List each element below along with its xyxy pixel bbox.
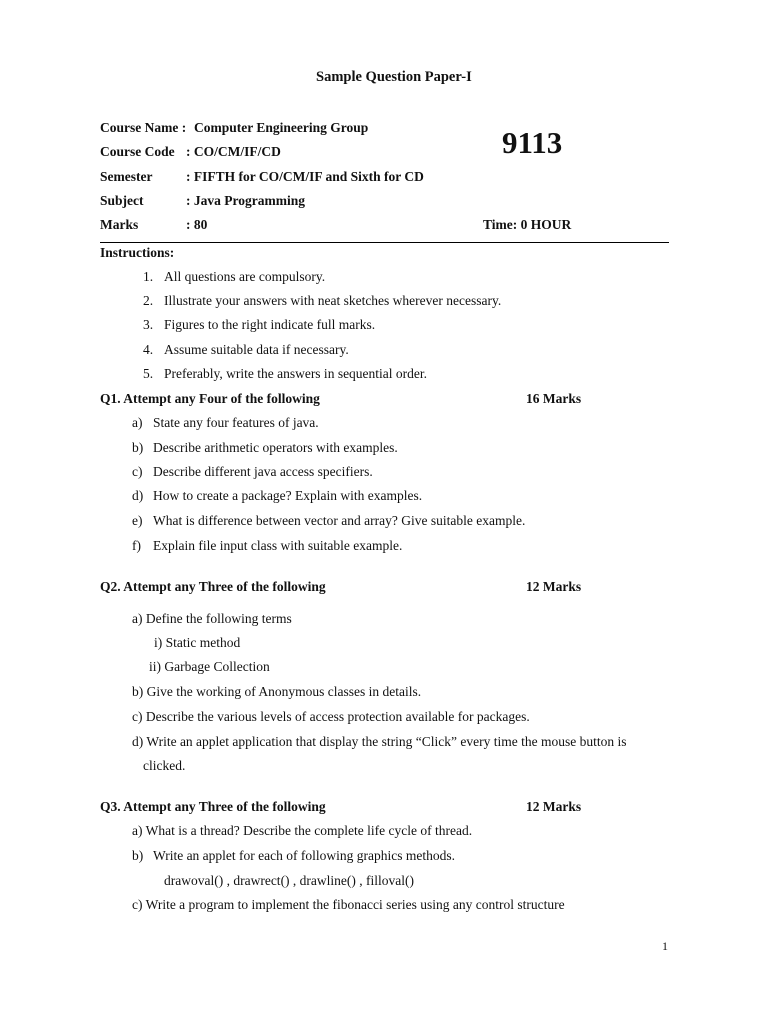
- q2-heading: Q2. Attempt any Three of the following: [100, 579, 326, 594]
- q2-item-d: d) Write an applet application that display the string “Click” every time the mouse button is: [132, 734, 627, 749]
- q1-item-text: State any four features of java.: [153, 415, 319, 430]
- page-number: 1: [662, 939, 668, 953]
- marks-label: Marks: [100, 217, 139, 232]
- instruction-num: 4.: [143, 342, 154, 357]
- q2-item-a-ii: ii) Garbage Collection: [149, 659, 270, 674]
- course-name-label: Course Name :: [100, 120, 187, 135]
- q2-item-b: b) Give the working of Anonymous classes in details.: [132, 684, 422, 699]
- q3-marks: 12 Marks: [526, 799, 582, 814]
- header-divider: [100, 242, 669, 243]
- instruction-num: 1.: [143, 269, 154, 284]
- q2-item-d-continued: clicked.: [143, 758, 186, 773]
- q1-item-text: Explain file input class with suitable example.: [153, 538, 403, 553]
- subject-value: : Java Programming: [186, 193, 305, 208]
- semester-value: : FIFTH for CO/CM/IF and Sixth for CD: [186, 169, 424, 184]
- q1-item-text: Describe arithmetic operators with examples.: [153, 440, 398, 455]
- instruction-num: 3.: [143, 317, 154, 332]
- q2-item-a: a) Define the following terms: [132, 611, 292, 626]
- subject-label: Subject: [100, 193, 144, 208]
- q2-item-a-i: i) Static method: [154, 635, 241, 650]
- q3-heading: Q3. Attempt any Three of the following: [100, 799, 326, 814]
- instruction-text: Illustrate your answers with neat sketches wherever necessary.: [164, 293, 502, 308]
- q1-item-label: d): [132, 488, 144, 503]
- instruction-text: Preferably, write the answers in sequential order.: [164, 366, 428, 381]
- marks-value: : 80: [186, 217, 208, 232]
- instructions-heading: Instructions:: [100, 245, 175, 260]
- course-name-value: Computer Engineering Group: [194, 120, 369, 135]
- q2-item-c: c) Describe the various levels of access protection available for packages.: [132, 709, 530, 724]
- paper-code: 9113: [502, 125, 563, 160]
- q2-marks: 12 Marks: [526, 579, 582, 594]
- course-code-value: : CO/CM/IF/CD: [186, 144, 281, 159]
- instruction-text: Assume suitable data if necessary.: [164, 342, 349, 357]
- q1-item-label: b): [132, 440, 144, 455]
- time-value: Time: 0 HOUR: [483, 217, 572, 232]
- q1-item-label: f): [132, 538, 141, 553]
- q1-item-text: Describe different java access specifiers.: [153, 464, 373, 479]
- q1-heading: Q1. Attempt any Four of the following: [100, 391, 320, 406]
- q3-item-c: c) Write a program to implement the fibonacci series using any control structure: [132, 897, 565, 912]
- q1-item-label: c): [132, 464, 143, 479]
- semester-label: Semester: [100, 169, 153, 184]
- q1-item-text: What is difference between vector and array? Give suitable example.: [153, 513, 526, 528]
- q3-item-a: a) What is a thread? Describe the complete life cycle of thread.: [132, 823, 473, 838]
- instruction-num: 5.: [143, 366, 154, 381]
- q3-item-b-label: b): [132, 848, 144, 863]
- course-code-label: Course Code: [100, 144, 175, 159]
- q1-marks: 16 Marks: [526, 391, 582, 406]
- q1-item-label: a): [132, 415, 143, 430]
- q1-item-text: How to create a package? Explain with examples.: [153, 488, 423, 503]
- instruction-text: All questions are compulsory.: [164, 269, 326, 284]
- q3-item-b-methods: drawoval() , drawrect() , drawline() , filloval(): [164, 873, 415, 888]
- instruction-num: 2.: [143, 293, 154, 308]
- instruction-text: Figures to the right indicate full marks.: [164, 317, 376, 332]
- paper-title: Sample Question Paper-I: [316, 69, 472, 85]
- q1-item-label: e): [132, 513, 143, 528]
- q3-item-b: Write an applet for each of following graphics methods.: [153, 848, 455, 863]
